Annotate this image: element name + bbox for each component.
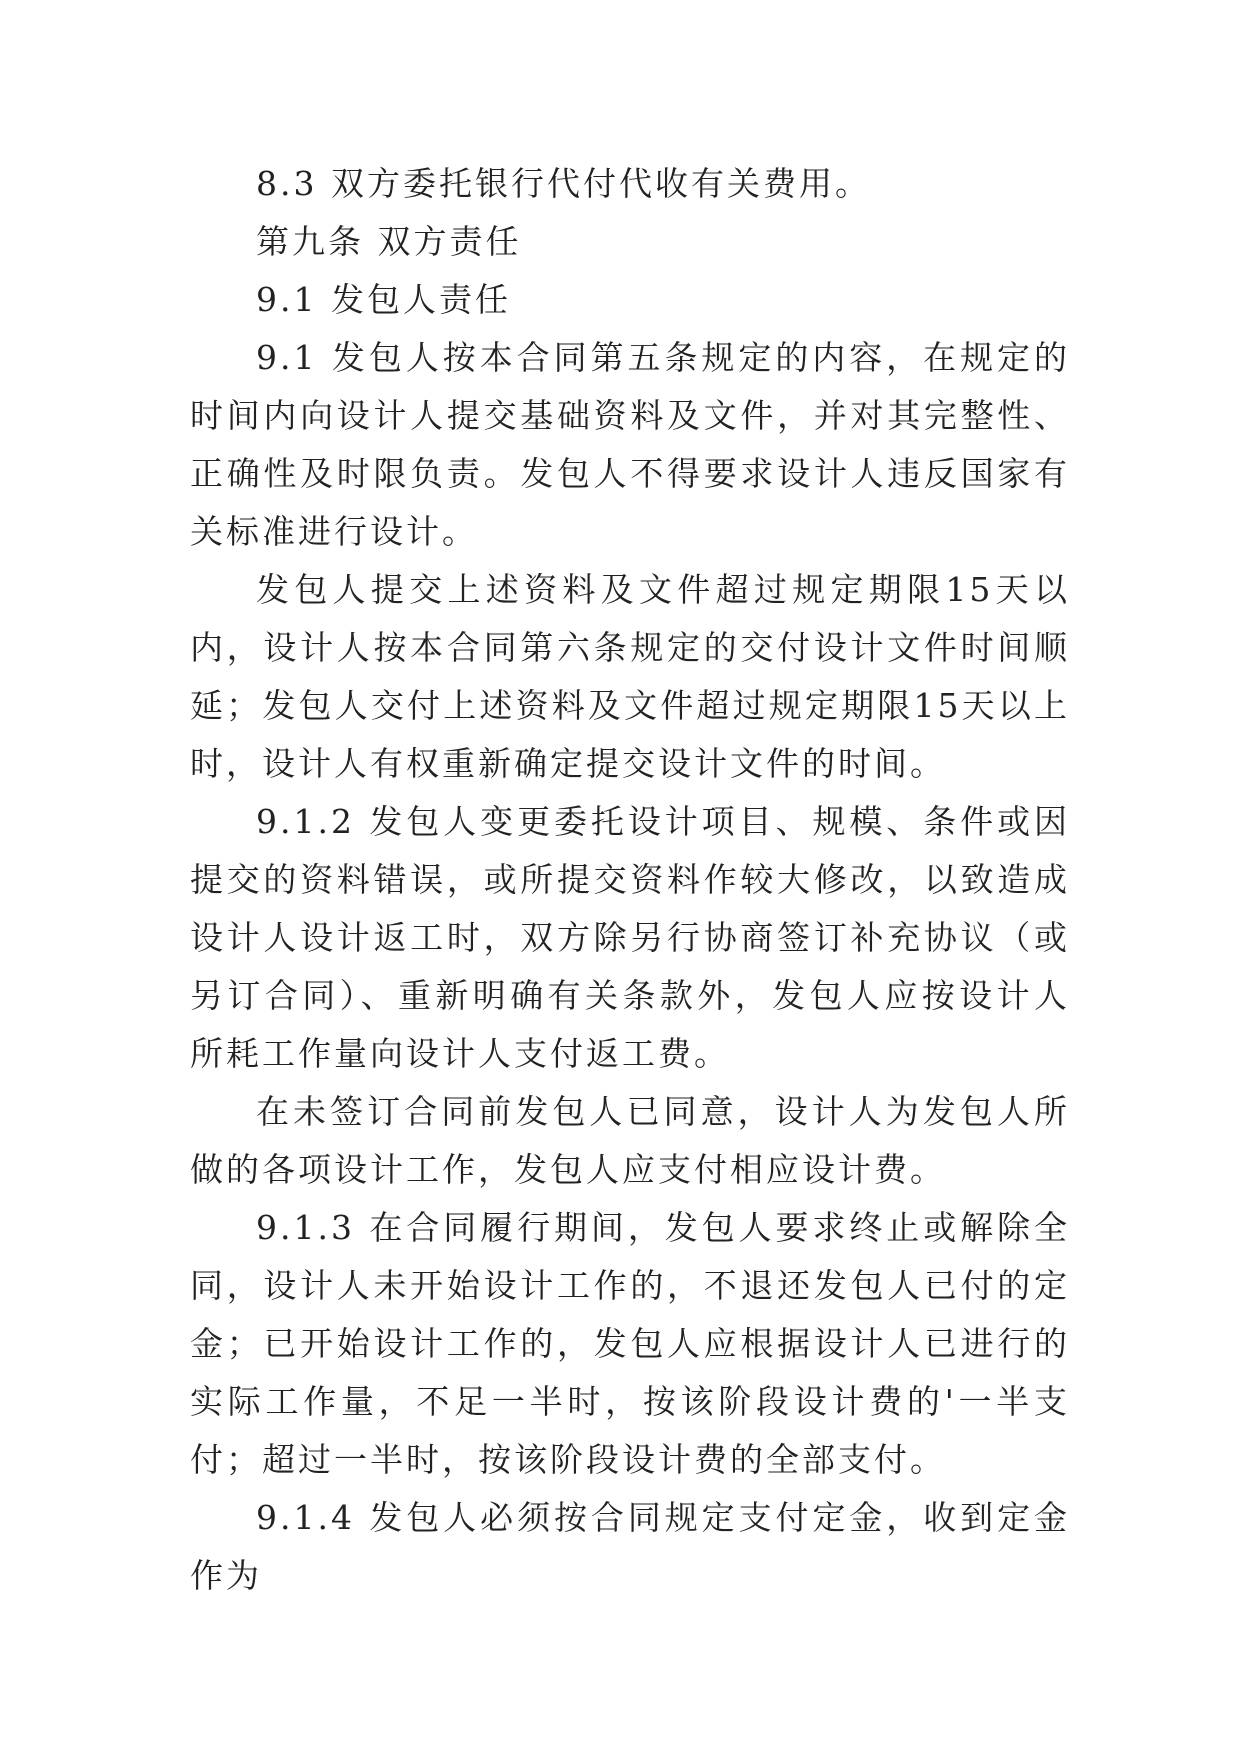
- paragraph-late-submission: 发包人提交上述资料及文件超过规定期限15天以内，设计人按本合同第六条规定的交付设计文件时间顺延；发包人交付上述资料及文件超过规定期限15天以上时，设计人有权重新确定提交设计文件的时间。: [190, 570, 1070, 783]
- section-9-1-heading: 9.1 发包人责任: [256, 280, 511, 319]
- paragraph-8-3: 8.3 双方委托银行代付代收有关费用。: [256, 164, 871, 203]
- paragraph-9-1-2: 9.1.2 发包人变更委托设计项目、规模、条件或因提交的资料错误，或所提交资料作较大修改，以致造成设计人设计返工时，双方除另行协商签订补充协议（或另订合同）、重新明确有关条款外，发包人应按设计人所耗工作量向设计人支付返工费。: [190, 802, 1070, 1073]
- paragraph-9-1: 9.1 发包人按本合同第五条规定的内容，在规定的时间内向设计人提交基础资料及文件，并对其完整性、正确性及时限负责。发包人不得要求设计人违反国家有关标准进行设计。: [190, 338, 1070, 551]
- document-body: [190, 155, 1070, 1605]
- article-9-heading: 第九条 双方责任: [256, 222, 522, 261]
- paragraph-pre-contract-work: 在未签订合同前发包人已同意，设计人为发包人所做的各项设计工作，发包人应支付相应设计费。: [190, 1092, 1070, 1189]
- paragraph-9-1-4: 9.1.4 发包人必须按合同规定支付定金，收到定金作为: [190, 1498, 1070, 1595]
- paragraph-9-1-3: 9.1.3 在合同履行期间，发包人要求终止或解除全同，设计人未开始设计工作的，不退还发包人已付的定金；已开始设计工作的，发包人应根据设计人已进行的实际工作量，不足一半时，按该阶段设计费的'一半支付；超过一半时，按该阶段设计费的全部支付。: [190, 1208, 1070, 1479]
